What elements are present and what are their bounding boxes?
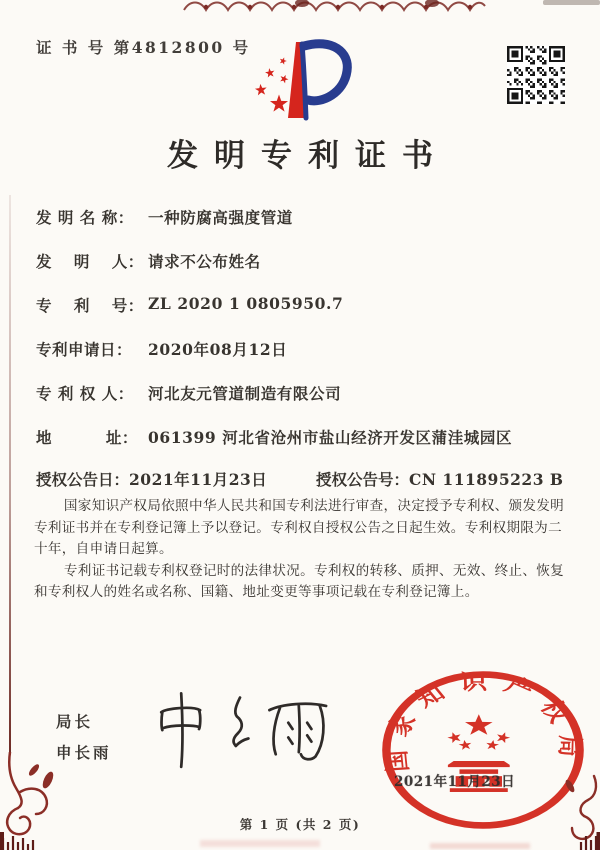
field-label: 专 利 权 人： [36, 384, 134, 403]
field-value: 河北友元管道制造有限公司 [148, 384, 342, 403]
seal-date: 2021年11月23日 [394, 774, 516, 790]
field-value: 2020年08月12日 [148, 340, 288, 359]
top-ornament-border [182, 0, 487, 12]
legal-paragraphs [34, 496, 568, 604]
grant-number-value: CN 111895223 B [409, 470, 564, 489]
paragraph-grant-statement: 国家知识产权局依照中华人民共和国专利法进行审查，决定授予专利权、颁发发明专利证书并在专利登记簿上予以登记。专利权自授权公告之日起生效。专利权期限为二十年，自申请日起算。 [34, 498, 565, 557]
grant-date-group [36, 468, 316, 490]
field-value: 061399 河北省沧州市盐山经济开发区蒲洼城园区 [148, 428, 513, 447]
cnipa-logo-icon [236, 38, 396, 133]
field-row-patentee [36, 382, 570, 426]
field-value: 一种防腐高强度管道 [148, 208, 293, 227]
paragraph-register-statement: 专利证书记载专利权登记时的法律状况。专利权的转移、质押、无效、终止、恢复和专利权人的姓名或名称、国籍、地址变更等事项记载在专利登记簿上。 [34, 562, 565, 600]
grant-number-label: 授权公告号： [316, 470, 410, 489]
qr-code-icon [507, 46, 565, 104]
certificate-title: 发明专利证书 [167, 138, 449, 174]
field-row-invention-name [36, 206, 570, 250]
corner-flourish-bottom-left [0, 752, 62, 850]
signature-handwriting-icon [135, 680, 345, 776]
logo-stars [254, 56, 289, 111]
page-footer: 第 1 页 (共 2 页) [239, 817, 361, 832]
certificate-number: 证 书 号 第4812800 号 [36, 38, 251, 57]
field-value: 请求不公布姓名 [148, 252, 261, 271]
field-row-inventor [36, 250, 570, 294]
signer-title: 局长 [56, 712, 94, 731]
field-value: ZL 2020 1 0805950.7 [148, 294, 344, 313]
seal-text-arc [378, 669, 587, 773]
field-label: 发 明 人： [36, 252, 144, 271]
seal-text: 国家知识产权局 [378, 668, 587, 773]
field-label: 发 明 名 称： [36, 208, 134, 227]
field-row-patent-number [36, 294, 570, 338]
field-row-filing-date [36, 338, 570, 382]
field-label: 地 址： [36, 428, 138, 447]
logo-blue-p [302, 44, 347, 118]
field-list [36, 206, 570, 470]
corner-flourish-bottom-right [552, 766, 600, 850]
scan-smudge [430, 843, 530, 849]
grant-date-label: 授权公告日： [36, 470, 130, 489]
field-row-address [36, 426, 570, 470]
scan-smudge [543, 0, 600, 5]
grant-number-group [316, 468, 563, 490]
field-label: 专 利 号： [36, 296, 144, 315]
signer-name: 申长雨 [56, 743, 112, 762]
signer-block [56, 706, 112, 768]
field-label: 专利申请日： [36, 340, 133, 359]
grant-date-value: 2021年11月23日 [129, 470, 268, 489]
scan-smudge [200, 840, 320, 847]
grant-row [36, 468, 576, 490]
left-border-line [9, 195, 11, 755]
